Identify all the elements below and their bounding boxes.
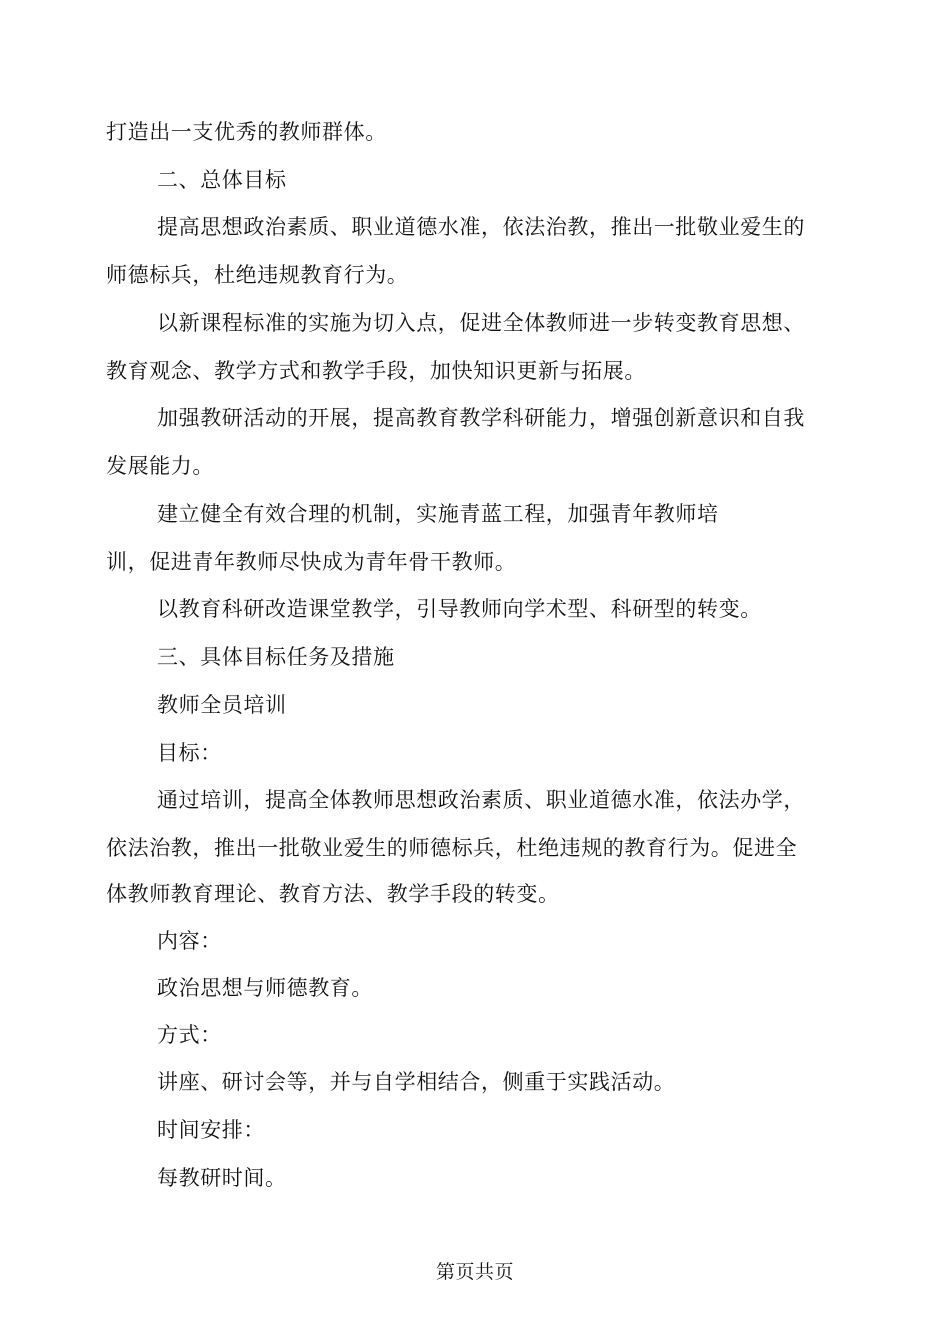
text-line: 以教育科研改造课堂教学，引导教师向学术型、科研型的转变。: [157, 597, 762, 621]
text-line: 加强教研活动的开展，提高教育教学科研能力，增强创新意识和自我: [157, 406, 805, 430]
text-line: 师德标兵，杜绝违规教育行为。: [106, 263, 409, 287]
section-heading: 三、具体目标任务及措施: [157, 645, 395, 669]
text-line: 政治思想与师德教育。: [157, 976, 373, 1000]
label-line: 方式：: [157, 1023, 222, 1047]
text-line: 发展能力。: [106, 454, 214, 478]
page-footer: 第页共页: [435, 1261, 514, 1283]
label-line: 内容：: [157, 929, 222, 953]
section-heading: 二、总体目标: [157, 168, 287, 192]
text-line: 每教研时间。: [157, 1166, 287, 1190]
text-line: 讲座、研讨会等，并与自学相结合，侧重于实践活动。: [157, 1070, 676, 1094]
text-line: 教育观念、教学方式和教学手段，加快知识更新与拓展。: [106, 359, 646, 383]
label-line: 目标：: [157, 741, 222, 765]
subsection-heading: 教师全员培训: [157, 693, 287, 717]
label-line: 时间安排：: [157, 1118, 265, 1142]
text-line: 打造出一支优秀的教师群体。: [106, 120, 387, 144]
text-line: 体教师教育理论、教育方法、教学手段的转变。: [106, 882, 560, 906]
text-line: 以新课程标准的实施为切入点，促进全体教师进一步转变教育思想、: [157, 311, 805, 335]
text-line: 建立健全有效合理的机制，实施青蓝工程，加强青年教师培: [157, 502, 719, 526]
text-line: 提高思想政治素质、职业道德水准，依法治教，推出一批敬业爱生的: [157, 215, 805, 239]
text-line: 训，促进青年教师尽快成为青年骨干教师。: [106, 550, 517, 574]
text-line: 通过培训，提高全体教师思想政治素质、职业道德水准，依法办学，: [157, 788, 805, 812]
text-line: 依法治教，推出一批敬业爱生的师德标兵，杜绝违规的教育行为。促进全: [106, 836, 798, 860]
